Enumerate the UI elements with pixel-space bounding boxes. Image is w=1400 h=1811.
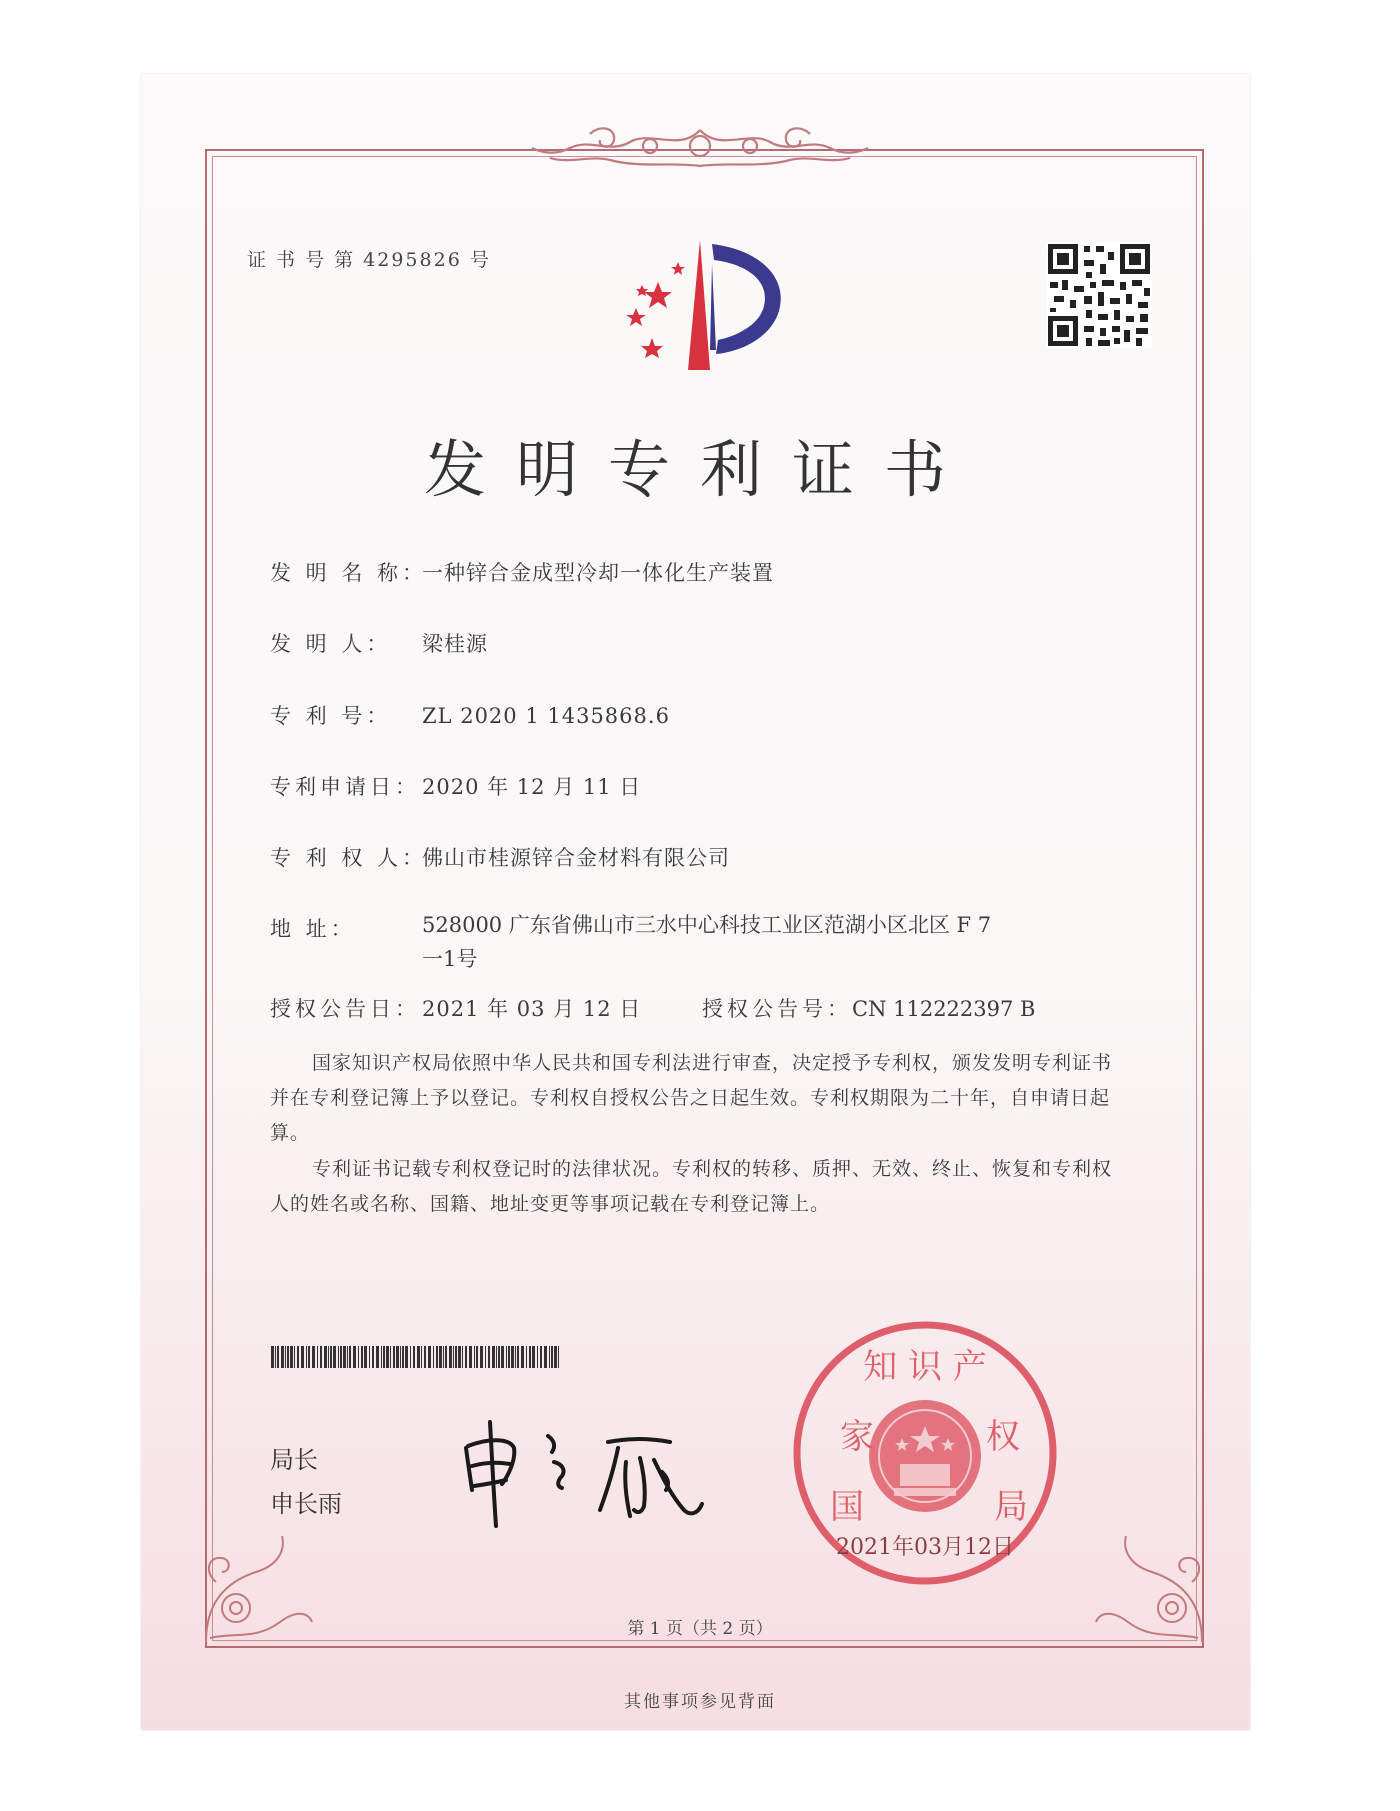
page-number: 第 1 页（共 2 页） xyxy=(627,1619,773,1639)
publication-number-value: CN 112222397 B xyxy=(852,997,1036,1021)
director-name: 申长雨 xyxy=(270,1490,342,1518)
barcode-icon xyxy=(271,1346,563,1368)
certificate-number: 证 书 号 第 4295826 号 xyxy=(247,249,491,271)
qr-code-icon xyxy=(1046,242,1152,348)
inventor-label: 发 明 人： xyxy=(270,632,392,656)
cnipa-logo-icon xyxy=(612,230,792,380)
filing-date-label: 专利申请日： xyxy=(270,775,420,799)
svg-text:国: 国 xyxy=(830,1487,864,1527)
patent-number-value: ZL 2020 1 1435868.6 xyxy=(422,704,670,728)
inventor-value: 梁桂源 xyxy=(422,632,488,656)
back-side-note: 其他事项参见背面 xyxy=(624,1692,776,1712)
invention-name-label: 发 明 名 称： xyxy=(270,561,428,585)
svg-text:局: 局 xyxy=(994,1487,1028,1527)
seal-date: 2021年03月12日 xyxy=(836,1535,1014,1560)
svg-text:权: 权 xyxy=(986,1417,1020,1457)
invention-name-row xyxy=(270,557,774,587)
svg-text:知 识 产: 知 识 产 xyxy=(863,1347,987,1387)
grant-date-row xyxy=(270,993,641,1023)
patentee-value: 佛山市桂源锌合金材料有限公司 xyxy=(422,846,730,870)
address-label: 地 址： xyxy=(270,917,356,941)
grant-date-label: 授权公告日： xyxy=(270,997,420,1021)
address-row xyxy=(270,913,422,943)
top-ornament-icon xyxy=(530,122,870,174)
grant-date-value: 2021 年 03 月 12 日 xyxy=(422,997,642,1021)
director-title: 局长 xyxy=(270,1446,318,1474)
filing-date-row xyxy=(270,771,641,801)
legal-status-paragraph: 专利证书记载专利权登记时的法律状况。专利权的转移、质押、无效、终止、恢复和专利权人的姓名或名称、国籍、地址变更等事项记载在专利登记簿上。 xyxy=(270,1158,1113,1215)
address-value: 528000 广东省佛山市三水中心科技工业区范湖小区北区 F 7一1号 xyxy=(422,913,992,971)
filing-date-value: 2020 年 12 月 11 日 xyxy=(422,775,642,799)
publication-number-row xyxy=(702,993,1035,1023)
handwritten-signature xyxy=(458,1418,718,1528)
certificate-title: 发明专利证书 xyxy=(423,433,976,506)
patent-number-label: 专 利 号： xyxy=(270,704,392,728)
invention-name-value: 一种锌合金成型冷却一体化生产装置 xyxy=(422,561,774,585)
grant-statement-paragraph: 国家知识产权局依照中华人民共和国专利法进行审查，决定授予专利权，颁发发明专利证书并在专利登记簿上予以登记。专利权自授权公告之日起生效。专利权期限为二十年，自申请日起算。 xyxy=(270,1052,1113,1144)
patent-number-row xyxy=(270,700,670,730)
inventor-row xyxy=(270,628,488,658)
publication-number-label: 授权公告号： xyxy=(702,997,852,1021)
svg-text:家: 家 xyxy=(840,1417,874,1457)
patentee-row xyxy=(270,842,730,872)
patentee-label: 专 利 权 人： xyxy=(270,846,428,870)
